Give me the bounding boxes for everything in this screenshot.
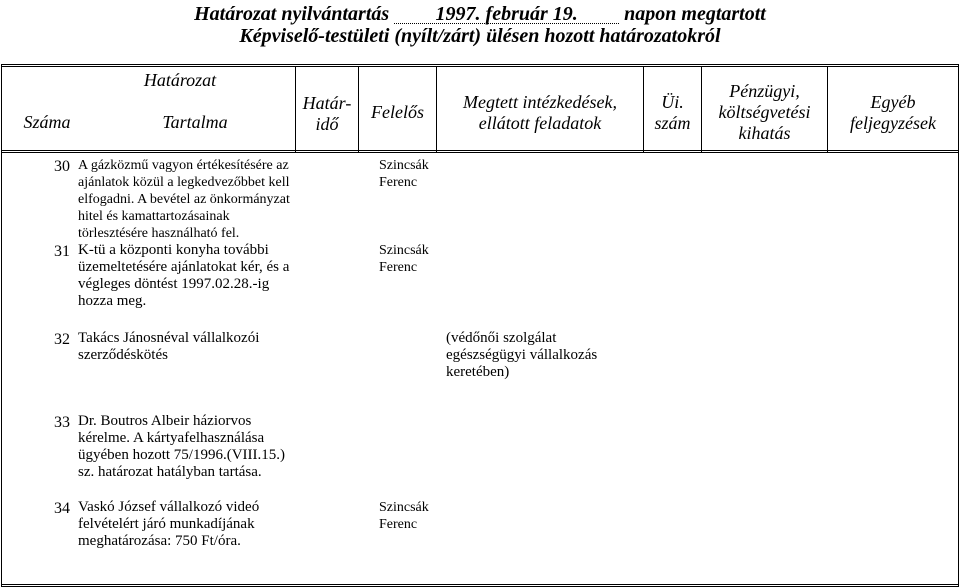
resolution-number: 34 — [54, 500, 70, 517]
resolution-content — [78, 157, 290, 242]
header-egyeb-2: feljegyzések — [850, 113, 936, 133]
header-megtett-1: Megtett intézkedések, — [463, 92, 617, 112]
responsible-person — [379, 499, 429, 533]
measures-line: (védőnői szolgálat — [446, 330, 557, 346]
content-line: ajánlatok közül a legkedvezőbbet kell — [78, 175, 290, 190]
responsible-line: Ferenc — [379, 175, 418, 190]
header-penzugyi-1: Pénzügyi, — [729, 81, 800, 101]
content-line: hozza meg. — [78, 293, 147, 309]
responsible-person — [379, 242, 429, 276]
register-title — [0, 3, 960, 25]
register-subtitle: Képviselő-testületi (nyílt/zárt) ülésen hozott határozatokról — [239, 25, 721, 47]
table-bottom-border — [1, 584, 959, 585]
header-tartalma: Tartalma — [162, 112, 228, 132]
resolution-content — [78, 242, 289, 310]
header-penzugyi-2: költségvetési — [718, 102, 811, 122]
header-ui-1: Üi. — [661, 92, 684, 112]
content-line: sz. határozat hatályban tartása. — [78, 464, 262, 480]
title-suffix: napon megtartott — [624, 3, 766, 25]
resolution-number: 30 — [54, 158, 70, 175]
responsible-line: Szincsák — [379, 500, 429, 515]
content-line: A gázközmű vagyon értékesítésére az — [78, 158, 289, 173]
header-bottom-border — [1, 150, 959, 151]
measures-taken — [446, 330, 597, 381]
measures-line: egészségügyi vállalkozás — [446, 347, 598, 363]
header-hatarido-1: Határ- — [302, 93, 352, 113]
header-bottom-border-inner — [1, 152, 959, 153]
header-hatarido-2: idő — [315, 114, 339, 134]
content-line: felvételért járó munkadíjának — [78, 516, 255, 532]
title-prefix: Határozat nyilvántartás — [194, 3, 390, 25]
header-hatarozat: Határozat — [143, 70, 217, 90]
header-felelos: Felelős — [371, 102, 424, 122]
responsible-line: Szincsák — [379, 158, 429, 173]
header-szama: Száma — [23, 112, 71, 132]
content-line: törlesztésére használható fel. — [78, 226, 240, 241]
responsible-line: Ferenc — [379, 517, 418, 532]
responsible-line: Ferenc — [379, 260, 418, 275]
table-right-border — [958, 64, 959, 587]
content-line: ügyében hozott 75/1996.(VIII.15.) — [78, 447, 286, 463]
content-line: Takács Jánosnéval vállalkozói — [78, 330, 260, 346]
content-line: üzemeltetésére ajánlatokat kér, és a — [78, 259, 290, 275]
resolution-content — [78, 330, 259, 364]
resolution-number: 32 — [54, 331, 70, 348]
resolution-content — [78, 413, 285, 481]
measures-line: keretében) — [446, 364, 510, 380]
content-line: Dr. Boutros Albeir háziorvos — [78, 413, 252, 429]
content-line: végleges döntést 1997.02.28.-ig — [78, 276, 270, 292]
table-top-border — [1, 64, 959, 65]
content-line: meghatározása: 750 Ft/óra. — [78, 533, 241, 549]
table-top-border-inner — [1, 66, 959, 67]
content-line: K-tü a központi konyha további — [78, 242, 269, 258]
table-left-border — [1, 64, 2, 587]
content-line: Vaskó József vállalkozó videó — [78, 499, 260, 515]
resolution-content — [78, 499, 259, 550]
resolution-number: 31 — [54, 243, 70, 260]
session-date: 1997. február 19. — [394, 5, 619, 24]
header-ui-2: szám — [654, 113, 691, 133]
header-megtett-2: ellátott feladatok — [478, 113, 602, 133]
header-egyeb-1: Egyéb — [870, 92, 916, 112]
responsible-person — [379, 157, 429, 191]
content-line: hitel és kamattartozásainak — [78, 209, 230, 224]
content-line: szerződéskötés — [78, 347, 168, 363]
content-line: elfogadni. A bevétel az önkormányzat — [78, 192, 290, 207]
resolution-number: 33 — [54, 414, 70, 431]
header-penzugyi-3: kihatás — [738, 123, 791, 143]
responsible-line: Szincsák — [379, 243, 429, 258]
content-line: kérelme. A kártyafelhasználása — [78, 430, 265, 446]
